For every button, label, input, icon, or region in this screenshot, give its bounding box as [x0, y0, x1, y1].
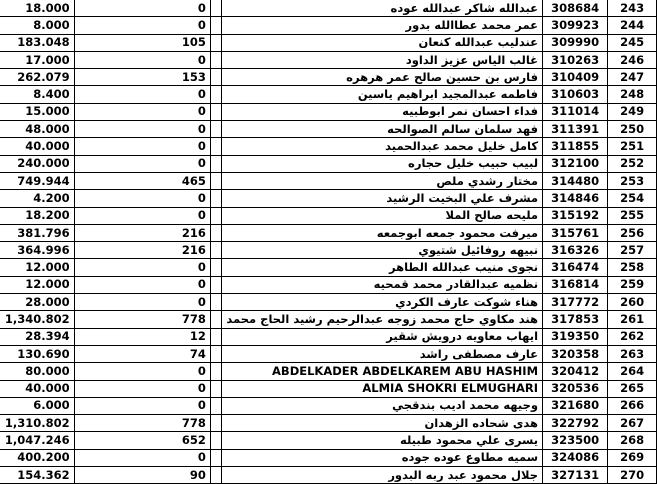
- table-row[interactable]: [0, 328, 657, 345]
- amount-cell[interactable]: 6.000: [0, 397, 74, 414]
- name-cell[interactable]: هند مكاوي حاج محمد زوجه عبدالرحيم رشيد الحاج محمد: [222, 311, 543, 328]
- count-cell[interactable]: 0: [74, 103, 210, 120]
- code-cell[interactable]: 309923: [543, 17, 608, 34]
- name-cell[interactable]: يسرى علي محمود طبيله: [222, 432, 543, 449]
- count-cell[interactable]: 0: [74, 449, 210, 466]
- count-cell[interactable]: 652: [74, 432, 210, 449]
- name-cell[interactable]: هناء شوكت عارف الكردي: [222, 294, 543, 311]
- sequence-cell[interactable]: 247: [608, 69, 657, 86]
- sequence-cell[interactable]: 263: [608, 345, 657, 362]
- amount-cell[interactable]: 1,047.246: [0, 432, 74, 449]
- sequence-cell[interactable]: 248: [608, 86, 657, 103]
- code-cell[interactable]: 314846: [543, 190, 608, 207]
- sequence-cell[interactable]: 249: [608, 103, 657, 120]
- sequence-cell[interactable]: 269: [608, 449, 657, 466]
- sequence-cell[interactable]: 262: [608, 328, 657, 345]
- name-cell[interactable]: نبيهه روفائيل شتيوي: [222, 242, 543, 259]
- spacer-cell[interactable]: [210, 311, 221, 328]
- table-row[interactable]: [0, 467, 657, 484]
- amount-cell[interactable]: 400.200: [0, 449, 74, 466]
- code-cell[interactable]: 316474: [543, 259, 608, 276]
- amount-cell[interactable]: 4.200: [0, 190, 74, 207]
- sequence-cell[interactable]: 270: [608, 467, 657, 484]
- spacer-cell[interactable]: [210, 86, 221, 103]
- spacer-cell[interactable]: [210, 363, 221, 380]
- spacer-cell[interactable]: [210, 432, 221, 449]
- table-row[interactable]: [0, 17, 657, 34]
- table-row[interactable]: [0, 224, 657, 241]
- spacer-cell[interactable]: [210, 207, 221, 224]
- code-cell[interactable]: 320536: [543, 380, 608, 397]
- spacer-cell[interactable]: [210, 294, 221, 311]
- table-row[interactable]: [0, 276, 657, 293]
- spacer-cell[interactable]: [210, 380, 221, 397]
- sequence-cell[interactable]: 266: [608, 397, 657, 414]
- sequence-cell[interactable]: 245: [608, 34, 657, 51]
- table-row[interactable]: [0, 242, 657, 259]
- spacer-cell[interactable]: [210, 397, 221, 414]
- count-cell[interactable]: 216: [74, 224, 210, 241]
- amount-cell[interactable]: 80.000: [0, 363, 74, 380]
- sequence-cell[interactable]: 261: [608, 311, 657, 328]
- code-cell[interactable]: 309990: [543, 34, 608, 51]
- count-cell[interactable]: 90: [74, 467, 210, 484]
- name-cell[interactable]: ALMIA SHOKRI ELMUGHARI: [222, 380, 543, 397]
- sequence-cell[interactable]: 259: [608, 276, 657, 293]
- table-row[interactable]: [0, 380, 657, 397]
- spacer-cell[interactable]: [210, 103, 221, 120]
- sequence-cell[interactable]: 260: [608, 294, 657, 311]
- name-cell[interactable]: لبيب حبيب خليل حجاره: [222, 155, 543, 172]
- count-cell[interactable]: 0: [74, 17, 210, 34]
- spacer-cell[interactable]: [210, 51, 221, 68]
- amount-cell[interactable]: 130.690: [0, 345, 74, 362]
- table-row[interactable]: [0, 345, 657, 362]
- code-cell[interactable]: 311855: [543, 138, 608, 155]
- amount-cell[interactable]: 1,310.802: [0, 415, 74, 432]
- code-cell[interactable]: 314480: [543, 172, 608, 189]
- count-cell[interactable]: 0: [74, 121, 210, 138]
- spacer-cell[interactable]: [210, 155, 221, 172]
- name-cell[interactable]: ABDELKADER ABDELKAREM ABU HASHIM: [222, 363, 543, 380]
- sequence-cell[interactable]: 251: [608, 138, 657, 155]
- count-cell[interactable]: 0: [74, 276, 210, 293]
- code-cell[interactable]: 317853: [543, 311, 608, 328]
- count-cell[interactable]: 0: [74, 207, 210, 224]
- code-cell[interactable]: 323500: [543, 432, 608, 449]
- sequence-cell[interactable]: 268: [608, 432, 657, 449]
- amount-cell[interactable]: 8.400: [0, 86, 74, 103]
- table-row[interactable]: [0, 0, 657, 17]
- spacer-cell[interactable]: [210, 449, 221, 466]
- name-cell[interactable]: عبدالله شاكر عبدالله عوده: [222, 0, 543, 17]
- sequence-cell[interactable]: 258: [608, 259, 657, 276]
- amount-cell[interactable]: 749.944: [0, 172, 74, 189]
- name-cell[interactable]: ايهاب معاويه درويش شقير: [222, 328, 543, 345]
- spacer-cell[interactable]: [210, 0, 221, 17]
- code-cell[interactable]: 310409: [543, 69, 608, 86]
- spacer-cell[interactable]: [210, 328, 221, 345]
- name-cell[interactable]: فارس بن حسين صالح عمر هرهره: [222, 69, 543, 86]
- count-cell[interactable]: 0: [74, 190, 210, 207]
- table-row[interactable]: [0, 397, 657, 414]
- sequence-cell[interactable]: 267: [608, 415, 657, 432]
- code-cell[interactable]: 327131: [543, 467, 608, 484]
- amount-cell[interactable]: 240.000: [0, 155, 74, 172]
- amount-cell[interactable]: 364.996: [0, 242, 74, 259]
- count-cell[interactable]: 153: [74, 69, 210, 86]
- spacer-cell[interactable]: [210, 224, 221, 241]
- code-cell[interactable]: 317772: [543, 294, 608, 311]
- spacer-cell[interactable]: [210, 276, 221, 293]
- sequence-cell[interactable]: 246: [608, 51, 657, 68]
- amount-cell[interactable]: 17.000: [0, 51, 74, 68]
- amount-cell[interactable]: 12.000: [0, 259, 74, 276]
- sequence-cell[interactable]: 257: [608, 242, 657, 259]
- count-cell[interactable]: 74: [74, 345, 210, 362]
- name-cell[interactable]: فداء احسان نمر ابوطبيه: [222, 103, 543, 120]
- code-cell[interactable]: 315192: [543, 207, 608, 224]
- amount-cell[interactable]: 1,340.802: [0, 311, 74, 328]
- count-cell[interactable]: 0: [74, 294, 210, 311]
- count-cell[interactable]: 778: [74, 415, 210, 432]
- name-cell[interactable]: كامل خليل محمد عبدالحميد: [222, 138, 543, 155]
- table-row[interactable]: [0, 86, 657, 103]
- table-row[interactable]: [0, 138, 657, 155]
- spacer-cell[interactable]: [210, 34, 221, 51]
- spacer-cell[interactable]: [210, 415, 221, 432]
- name-cell[interactable]: نظميه عبدالقادر محمد قمحيه: [222, 276, 543, 293]
- amount-cell[interactable]: 183.048: [0, 34, 74, 51]
- code-cell[interactable]: 324086: [543, 449, 608, 466]
- table-row[interactable]: [0, 121, 657, 138]
- spacer-cell[interactable]: [210, 69, 221, 86]
- sequence-cell[interactable]: 253: [608, 172, 657, 189]
- name-cell[interactable]: مختار رشدي ملص: [222, 172, 543, 189]
- sequence-cell[interactable]: 252: [608, 155, 657, 172]
- sequence-cell[interactable]: 256: [608, 224, 657, 241]
- count-cell[interactable]: 0: [74, 86, 210, 103]
- code-cell[interactable]: 312100: [543, 155, 608, 172]
- amount-cell[interactable]: 8.000: [0, 17, 74, 34]
- amount-cell[interactable]: 18.000: [0, 0, 74, 17]
- count-cell[interactable]: 0: [74, 363, 210, 380]
- spacer-cell[interactable]: [210, 121, 221, 138]
- name-cell[interactable]: هدى شحاده الزهدان: [222, 415, 543, 432]
- code-cell[interactable]: 308684: [543, 0, 608, 17]
- amount-cell[interactable]: 154.362: [0, 467, 74, 484]
- name-cell[interactable]: وجيهه محمد اديب بندقجي: [222, 397, 543, 414]
- count-cell[interactable]: 465: [74, 172, 210, 189]
- code-cell[interactable]: 316326: [543, 242, 608, 259]
- count-cell[interactable]: 105: [74, 34, 210, 51]
- name-cell[interactable]: نجوى منيب عبدالله الطاهر: [222, 259, 543, 276]
- name-cell[interactable]: ميرفت محمود جمعه ابوجمعه: [222, 224, 543, 241]
- table-row[interactable]: [0, 415, 657, 432]
- amount-cell[interactable]: 18.200: [0, 207, 74, 224]
- code-cell[interactable]: 321680: [543, 397, 608, 414]
- table-row[interactable]: [0, 34, 657, 51]
- name-cell[interactable]: عمر محمد عطاالله بدور: [222, 17, 543, 34]
- name-cell[interactable]: سميه مطاوع عوده جوده: [222, 449, 543, 466]
- name-cell[interactable]: عارف مصطفى راشد: [222, 345, 543, 362]
- amount-cell[interactable]: 15.000: [0, 103, 74, 120]
- sequence-cell[interactable]: 243: [608, 0, 657, 17]
- spacer-cell[interactable]: [210, 172, 221, 189]
- name-cell[interactable]: مشرف علي البخيت الرشيد: [222, 190, 543, 207]
- code-cell[interactable]: 320412: [543, 363, 608, 380]
- table-row[interactable]: [0, 432, 657, 449]
- table-row[interactable]: [0, 69, 657, 86]
- sequence-cell[interactable]: 265: [608, 380, 657, 397]
- table-row[interactable]: [0, 449, 657, 466]
- spacer-cell[interactable]: [210, 345, 221, 362]
- table-row[interactable]: [0, 363, 657, 380]
- spacer-cell[interactable]: [210, 259, 221, 276]
- amount-cell[interactable]: 12.000: [0, 276, 74, 293]
- code-cell[interactable]: 310603: [543, 86, 608, 103]
- code-cell[interactable]: 311391: [543, 121, 608, 138]
- sequence-cell[interactable]: 254: [608, 190, 657, 207]
- table-row[interactable]: [0, 311, 657, 328]
- name-cell[interactable]: جلال محمود عبد ربه البدور: [222, 467, 543, 484]
- amount-cell[interactable]: 262.079: [0, 69, 74, 86]
- amount-cell[interactable]: 40.000: [0, 380, 74, 397]
- table-row[interactable]: [0, 51, 657, 68]
- count-cell[interactable]: 0: [74, 138, 210, 155]
- count-cell[interactable]: 0: [74, 259, 210, 276]
- spacer-cell[interactable]: [210, 467, 221, 484]
- code-cell[interactable]: 316814: [543, 276, 608, 293]
- spacer-cell[interactable]: [210, 138, 221, 155]
- code-cell[interactable]: 320358: [543, 345, 608, 362]
- count-cell[interactable]: 0: [74, 0, 210, 17]
- name-cell[interactable]: فاطمه عبدالمجيد ابراهيم ياسين: [222, 86, 543, 103]
- name-cell[interactable]: غالب الياس عزيز الداود: [222, 51, 543, 68]
- code-cell[interactable]: 311014: [543, 103, 608, 120]
- name-cell[interactable]: مليحه صالح الملا: [222, 207, 543, 224]
- count-cell[interactable]: 12: [74, 328, 210, 345]
- amount-cell[interactable]: 381.796: [0, 224, 74, 241]
- table-row[interactable]: [0, 259, 657, 276]
- spacer-cell[interactable]: [210, 242, 221, 259]
- code-cell[interactable]: 310263: [543, 51, 608, 68]
- count-cell[interactable]: 0: [74, 380, 210, 397]
- count-cell[interactable]: 0: [74, 51, 210, 68]
- table-row[interactable]: [0, 190, 657, 207]
- amount-cell[interactable]: 28.394: [0, 328, 74, 345]
- table-row[interactable]: [0, 294, 657, 311]
- name-cell[interactable]: عندليب عبدالله كنعان: [222, 34, 543, 51]
- sequence-cell[interactable]: 250: [608, 121, 657, 138]
- count-cell[interactable]: 0: [74, 397, 210, 414]
- count-cell[interactable]: 216: [74, 242, 210, 259]
- spacer-cell[interactable]: [210, 190, 221, 207]
- name-cell[interactable]: فهد سلمان سالم الصوالحه: [222, 121, 543, 138]
- count-cell[interactable]: 0: [74, 155, 210, 172]
- table-row[interactable]: [0, 207, 657, 224]
- sequence-cell[interactable]: 264: [608, 363, 657, 380]
- sequence-cell[interactable]: 244: [608, 17, 657, 34]
- sequence-cell[interactable]: 255: [608, 207, 657, 224]
- amount-cell[interactable]: 40.000: [0, 138, 74, 155]
- table-row[interactable]: [0, 155, 657, 172]
- count-cell[interactable]: 778: [74, 311, 210, 328]
- spacer-cell[interactable]: [210, 17, 221, 34]
- code-cell[interactable]: 319350: [543, 328, 608, 345]
- table-row[interactable]: [0, 103, 657, 120]
- table-row[interactable]: [0, 172, 657, 189]
- code-cell[interactable]: 322792: [543, 415, 608, 432]
- code-cell[interactable]: 315761: [543, 224, 608, 241]
- amount-cell[interactable]: 48.000: [0, 121, 74, 138]
- amount-cell[interactable]: 28.000: [0, 294, 74, 311]
